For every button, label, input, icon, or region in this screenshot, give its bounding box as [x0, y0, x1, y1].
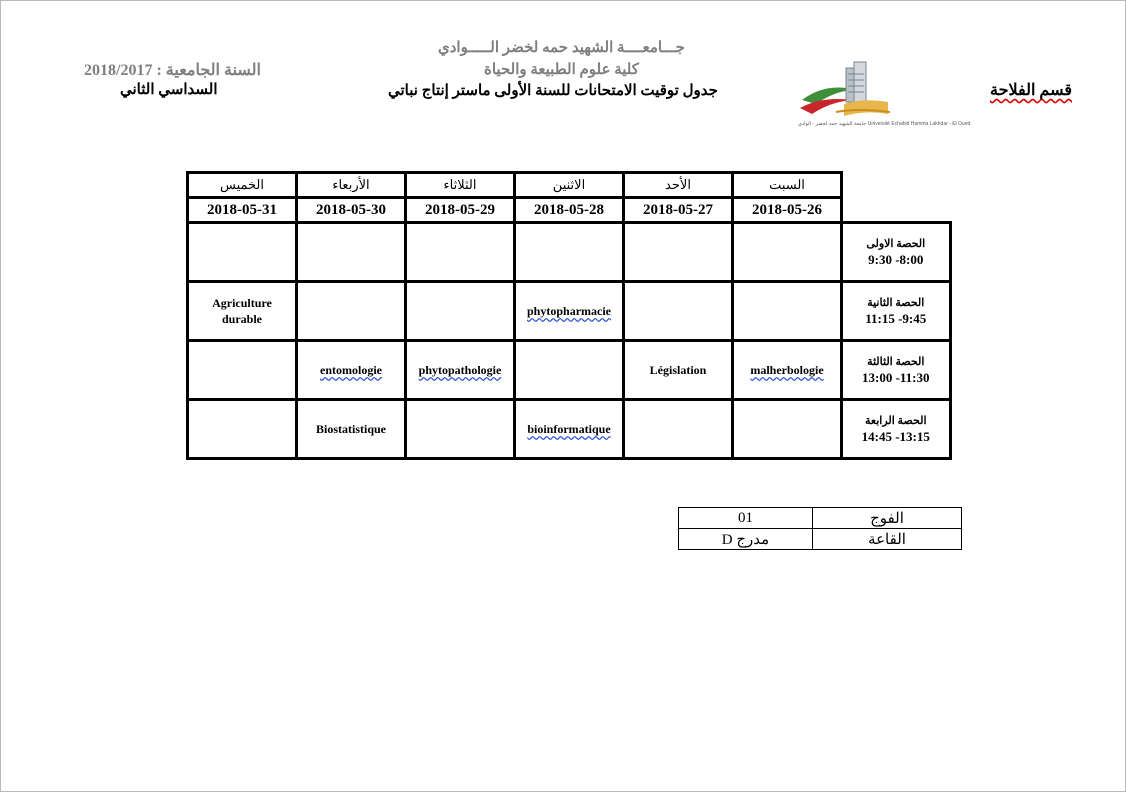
session-row — [188, 341, 951, 400]
day-cell: الأربعاء — [297, 173, 406, 198]
session-row — [188, 282, 951, 341]
corner-blank — [842, 198, 951, 223]
course-phytopharmacie: phytopharmacie — [527, 303, 611, 318]
exam-cell — [188, 282, 297, 341]
course-entomologie: entomologie — [320, 362, 382, 377]
day-header-row — [188, 173, 951, 198]
exam-cell — [733, 341, 842, 400]
group-value: 01 — [679, 508, 813, 529]
session-cell — [842, 282, 951, 341]
session-name: الحصة الرابعة — [865, 415, 927, 427]
session-name: الحصة الثالثة — [867, 356, 925, 368]
session-time: 13:00 -11:30 — [861, 370, 930, 385]
session-cell — [842, 223, 951, 282]
exam-schedule-table — [186, 171, 952, 460]
date-cell: 2018-05-30 — [297, 198, 406, 223]
room-label: القاعة — [813, 529, 962, 550]
day-cell: الثلاثاء — [406, 173, 515, 198]
course-legislation: Législation — [649, 362, 707, 377]
faculty-name: كلية علوم الطبيعة والحياة — [484, 62, 639, 78]
document-title: جدول توقيت الامتحانات للسنة الأولى ماستر إنتاج نباتي — [388, 83, 718, 99]
exam-cell — [406, 282, 515, 341]
exam-cell — [297, 341, 406, 400]
session-time: 9:30 -8:00 — [868, 252, 924, 267]
date-cell: 2018-05-28 — [515, 198, 624, 223]
date-cell: 2018-05-31 — [188, 198, 297, 223]
group-room-table — [678, 507, 962, 550]
exam-cell — [624, 282, 733, 341]
day-cell: الأحد — [624, 173, 733, 198]
course-agriculture-durable: Agriculture durable — [212, 296, 272, 326]
university-name: جـــامعــــة الشهيد حمه لخضر الـــــوادي — [438, 40, 685, 56]
exam-cell — [188, 400, 297, 459]
exam-cell — [624, 341, 733, 400]
date-cell: 2018-05-26 — [733, 198, 842, 223]
date-header-row — [188, 198, 951, 223]
session-time: 14:45 -13:15 — [861, 429, 930, 444]
date-cell: 2018-05-29 — [406, 198, 515, 223]
exam-cell — [406, 400, 515, 459]
exam-cell — [733, 223, 842, 282]
exam-cell — [733, 282, 842, 341]
course-bioinformatique: bioinformatique — [527, 421, 611, 436]
exam-cell — [297, 282, 406, 341]
semester-label: السداسي الثاني — [120, 82, 218, 98]
exam-cell — [406, 341, 515, 400]
exam-cell — [188, 341, 297, 400]
exam-cell — [624, 400, 733, 459]
exam-cell — [624, 223, 733, 282]
date-cell: 2018-05-27 — [624, 198, 733, 223]
session-row — [188, 400, 951, 459]
logo-caption: جامعة الشهيد حمه لخضر - الوادي Université Echahid Hamma Lakhdar - El Oued — [798, 121, 971, 127]
day-cell: الاثنين — [515, 173, 624, 198]
session-cell — [842, 400, 951, 459]
course-malherbologie: malherbologie — [750, 362, 824, 377]
exam-cell — [297, 400, 406, 459]
corner-blank — [842, 173, 951, 198]
session-row — [188, 223, 951, 282]
course-biostatistique: Biostatistique — [315, 421, 386, 436]
session-name: الحصة الاولى — [866, 238, 926, 250]
group-row — [679, 508, 962, 529]
group-label: الفوج — [813, 508, 962, 529]
room-row — [679, 529, 962, 550]
exam-cell — [515, 400, 624, 459]
exam-cell — [515, 341, 624, 400]
session-name: الحصة الثانية — [867, 297, 925, 309]
department-name: قسم الفلاحة — [990, 82, 1072, 99]
academic-year: السنة الجامعية : 2018/2017 — [84, 62, 261, 79]
exam-cell — [733, 400, 842, 459]
exam-cell — [515, 282, 624, 341]
exam-cell — [297, 223, 406, 282]
exam-cell — [406, 223, 515, 282]
session-cell — [842, 341, 951, 400]
exam-cell — [188, 223, 297, 282]
course-phytopathologie: phytopathologie — [418, 362, 502, 377]
day-cell: الخميس — [188, 173, 297, 198]
session-time: 11:15 -9:45 — [865, 311, 927, 326]
day-cell: السبت — [733, 173, 842, 198]
exam-cell — [515, 223, 624, 282]
room-value: مدرج D — [679, 529, 813, 550]
